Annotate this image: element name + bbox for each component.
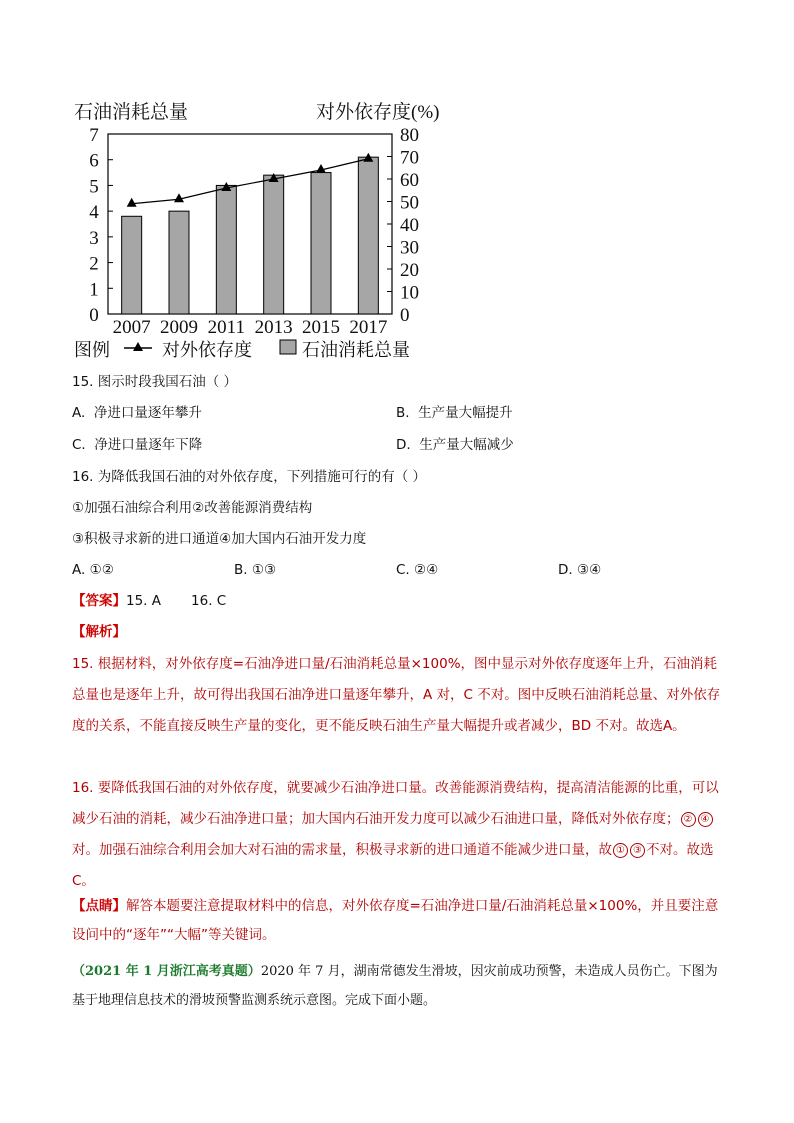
x-tick-label: 2009 — [160, 317, 198, 338]
q15-option-a[interactable] — [72, 403, 202, 423]
analysis-15: 15. 根据材料，对外依存度=石油净进口量/石油消耗总量×100%，图中显示对外依存度逐年上升，石油消耗总量也是逐年上升，故可得出我国石油净进口量逐年攀升，A 对，C 不对。图中反映石油消耗总量、对外依存度的关系，不能直接反映生产量的变化，更不能反映石油生产量大幅提升或者减少，BD 不对。故选A。 — [72, 656, 721, 734]
q15-option-d-text: 生产量大幅减少 — [419, 437, 514, 453]
right-tick-label: 70 — [400, 147, 419, 169]
x-tick-label: 2011 — [207, 317, 245, 338]
q16-option-c-text: ②④ — [414, 562, 439, 578]
q16-option-c[interactable] — [396, 560, 438, 580]
bar-2011 — [216, 185, 236, 314]
legend-bar-label: 石油消耗总量 — [302, 340, 410, 360]
right-tick-label: 40 — [400, 215, 419, 236]
q15-option-b-text: 生产量大幅提升 — [418, 405, 513, 421]
q15-stem: 15. 图示时段我国石油（ ） — [72, 374, 238, 390]
left-tick-label: 7 — [89, 125, 99, 146]
bar-2017 — [358, 157, 378, 314]
q16-option-b-key: B. — [234, 562, 248, 578]
q16-option-a-text: ①② — [89, 562, 114, 578]
q15-option-c[interactable] — [72, 435, 202, 455]
tip-text: 解答本题要注意提取材料中的信息，对外依存度=石油净进口量/石油消耗总量×100%，并且要注意设问中的“逐年”“大幅”等关键词。 — [72, 898, 719, 943]
right-tick-label: 50 — [400, 192, 419, 214]
intro-text: 2020 年 7 月，湖南常德发生滑坡，因灾前成功预警，未造成人员伤亡。下图为基于地理信息技术的滑坡预警监测系统示意图。完成下面小题。 — [72, 964, 718, 1008]
analysis-16-part-b: 对。加强石油综合利用会加大对石油的需求量，积极寻求新的进口通道不能减少进口量，故 — [72, 842, 612, 858]
next-question-intro — [72, 957, 724, 1015]
oil-chart — [72, 98, 452, 360]
analysis-label: 【解析】 — [72, 624, 126, 640]
x-tick-label: 2013 — [254, 317, 293, 338]
analysis-16-part-a: 16. 要降低我国石油的对外依存度，就要减少石油净进口量。改善能源消费结构，提高清洁能源的比重，可以减少石油的消耗，减少石油净进口量；加大国内石油开发力度可以减少石油进口量，降低对外依存度； — [72, 780, 719, 827]
q16-option-c-key: C. — [396, 562, 410, 578]
dependence-point-2009 — [174, 193, 184, 202]
bar-2009 — [169, 211, 189, 314]
q15-option-d-key: D. — [396, 437, 411, 453]
q16-option-b[interactable] — [234, 560, 276, 580]
right-axis-title: 对外依存度(%) — [316, 102, 440, 123]
left-tick-label: 5 — [89, 176, 99, 198]
circled-2: ② — [681, 812, 696, 827]
q16-option-d-text: ③④ — [576, 562, 602, 578]
answer-line — [72, 591, 226, 611]
right-tick-label: 10 — [400, 282, 419, 304]
right-tick-label: 80 — [400, 125, 419, 146]
left-tick-label: 1 — [89, 279, 99, 301]
q16-option-a[interactable] — [72, 560, 114, 580]
tip-label: 【点睛】 — [72, 898, 126, 914]
right-tick-label: 30 — [400, 237, 419, 259]
q16-stem: 16. 为降低我国石油的对外依存度，下列措施可行的有（ ） — [72, 469, 427, 485]
analysis-16-part-d: 不对。故选 C。 — [72, 842, 714, 889]
legend-triangle-icon — [133, 342, 143, 351]
left-tick-label: 0 — [89, 305, 99, 326]
q16-statements-2: ③积极寻求新的进口通道④加大国内石油开发力度 — [72, 531, 367, 547]
bar-2015 — [311, 173, 331, 314]
legend-line-label: 对外依存度 — [162, 340, 252, 360]
circled-1: ① — [613, 843, 628, 858]
left-axis-title: 石油消耗总量 — [74, 102, 189, 123]
left-tick-label: 6 — [89, 150, 99, 172]
dependence-line — [132, 159, 369, 204]
dependence-point-2015 — [316, 164, 326, 173]
right-tick-label: 60 — [400, 170, 419, 191]
q15-option-b[interactable] — [396, 403, 513, 423]
circled-4: ④ — [698, 812, 713, 827]
bar-2007 — [122, 216, 142, 314]
q15-option-a-key: A. — [72, 405, 86, 421]
q15-option-a-text: 净进口量逐年攀升 — [93, 405, 202, 421]
left-tick-label: 4 — [89, 202, 99, 224]
q16-option-b-text: ①③ — [251, 562, 277, 578]
bar-2013 — [264, 175, 284, 314]
answer-16: 16. C — [191, 593, 227, 609]
x-tick-label: 2017 — [349, 317, 388, 338]
q16-statements-1: ①加强石油综合利用②改善能源消费结构 — [72, 500, 313, 516]
left-tick-label: 3 — [89, 227, 99, 249]
q16-option-d[interactable] — [558, 560, 601, 580]
q15-option-c-key: C. — [72, 437, 86, 453]
analysis-heading — [72, 622, 126, 642]
right-tick-label: 0 — [400, 305, 410, 326]
circled-3: ③ — [630, 843, 645, 858]
answer-15: 15. A — [126, 593, 161, 609]
legend-bar-swatch — [280, 340, 296, 354]
right-tick-label: 20 — [400, 260, 419, 281]
left-tick-label: 2 — [89, 253, 99, 275]
q15-option-d[interactable] — [396, 435, 514, 455]
x-tick-label: 2007 — [112, 317, 151, 338]
q15-option-b-key: B. — [396, 405, 410, 421]
source-tag: （2021 年 1 月浙江高考真题） — [72, 964, 261, 979]
dependence-point-2007 — [127, 198, 137, 207]
answer-label: 【答案】 — [72, 593, 126, 609]
x-tick-label: 2015 — [302, 317, 340, 338]
legend-prefix: 图例 — [74, 340, 110, 360]
q16-option-d-key: D. — [558, 562, 573, 578]
analysis-16 — [72, 773, 724, 897]
q15-option-c-text: 净进口量逐年下降 — [94, 437, 203, 453]
legend — [74, 340, 410, 360]
tip-paragraph — [72, 892, 724, 950]
plot-frame — [108, 134, 392, 314]
q16-option-a-key: A. — [72, 562, 86, 578]
